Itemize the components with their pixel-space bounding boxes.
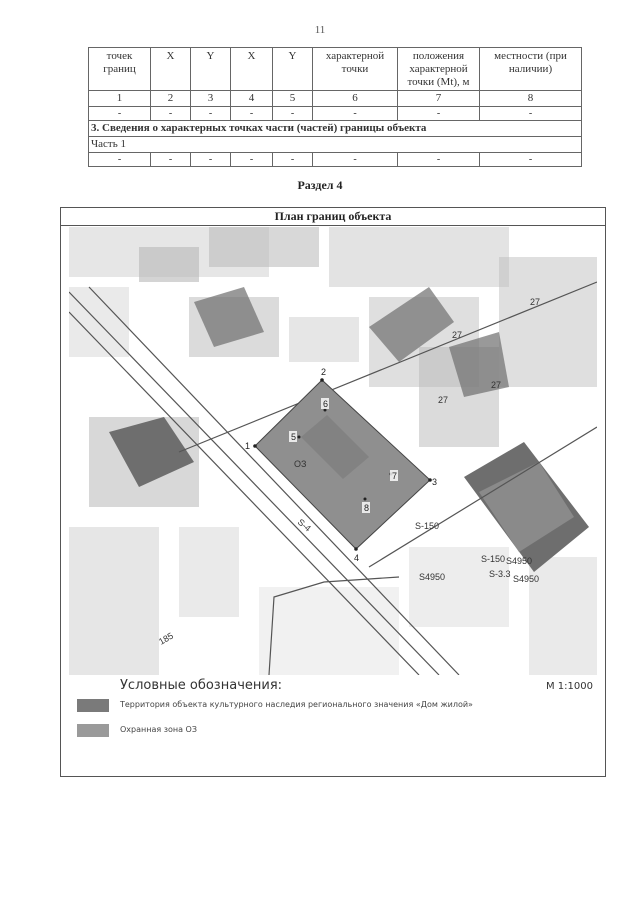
parcel-label: S-150	[415, 521, 440, 531]
parcel-label: S-3.3	[489, 569, 511, 579]
table-cell: -	[273, 107, 313, 121]
point-label-7: 7	[392, 471, 398, 481]
column-number: 8	[480, 91, 582, 107]
zone-label: ОЗ	[294, 459, 307, 469]
column-number: 6	[313, 91, 398, 107]
table-cell: -	[480, 107, 582, 121]
header-cell: Y	[191, 48, 231, 91]
parcel-label: 27	[438, 395, 449, 405]
map-scale: М 1:1000	[546, 681, 593, 692]
point-label-2: 2	[321, 367, 327, 377]
table-cell: -	[89, 153, 151, 167]
section-row	[89, 121, 582, 137]
table-cell: -	[480, 153, 582, 167]
parcel-label: S4950	[419, 572, 446, 582]
map-legend	[69, 675, 597, 770]
boundary-map	[69, 227, 597, 675]
table-cell: -	[398, 153, 480, 167]
legend-item-label: Территория объекта культурного наследия регионального значения «Дом жилой»	[120, 700, 473, 709]
legend-title: Условные обозначения:	[120, 678, 283, 693]
header-cell: X	[231, 48, 273, 91]
section-heading: Раздел 4	[297, 178, 343, 192]
street-number: 185	[157, 630, 176, 647]
point-label-1: 1	[245, 441, 251, 451]
parcel-label: 27	[491, 380, 502, 390]
table-cell: -	[313, 107, 398, 121]
point-label-5: 5	[291, 432, 297, 442]
legend-item-label: Охранная зона ОЗ	[120, 725, 197, 734]
table-cell: -	[273, 153, 313, 167]
table-cell: -	[89, 107, 151, 121]
boundary-points-table	[88, 47, 582, 167]
column-number: 2	[151, 91, 191, 107]
parcel-label: S4950	[506, 556, 533, 566]
point-label-3: 3	[432, 477, 438, 487]
table-row	[89, 153, 582, 167]
table-cell: -	[151, 153, 191, 167]
parcel-label: 27	[530, 297, 541, 307]
header-cell: X	[151, 48, 191, 91]
section-3-title: 3. Сведения о характерных точках части (частей) границы объекта	[89, 121, 582, 137]
table-cell: -	[191, 153, 231, 167]
table-cell: -	[231, 153, 273, 167]
part-row	[89, 137, 582, 153]
header-cell: характерной точки	[313, 48, 398, 91]
table-cell: -	[191, 107, 231, 121]
table-number-row	[89, 91, 582, 107]
legend-swatch	[77, 724, 109, 737]
table-cell: -	[313, 153, 398, 167]
table-cell: -	[151, 107, 191, 121]
point-label-8: 8	[364, 503, 370, 513]
parcel-label: 27	[452, 330, 463, 340]
header-cell: точек границ	[89, 48, 151, 91]
plan-title: План границ объекта	[61, 208, 605, 226]
column-number: 1	[89, 91, 151, 107]
part-label: Часть 1	[89, 137, 582, 153]
table-cell: -	[231, 107, 273, 121]
column-number: 7	[398, 91, 480, 107]
point-label-4: 4	[354, 553, 360, 563]
header-cell: положения характерной точки (Mt), м	[398, 48, 480, 91]
page-number: 11	[314, 24, 326, 36]
column-number: 4	[231, 91, 273, 107]
table-row	[89, 107, 582, 121]
parcel-label: S-150	[481, 554, 506, 564]
point-label-6: 6	[323, 399, 329, 409]
parcel-label: S-4	[295, 516, 313, 534]
table-cell: -	[398, 107, 480, 121]
header-cell: местности (при наличии)	[480, 48, 582, 91]
parcel-label: S4950	[513, 574, 540, 584]
map-drawing	[69, 227, 597, 675]
header-cell: Y	[273, 48, 313, 91]
legend-swatch	[77, 699, 109, 712]
column-number: 3	[191, 91, 231, 107]
column-number: 5	[273, 91, 313, 107]
table-header-row	[89, 48, 582, 91]
